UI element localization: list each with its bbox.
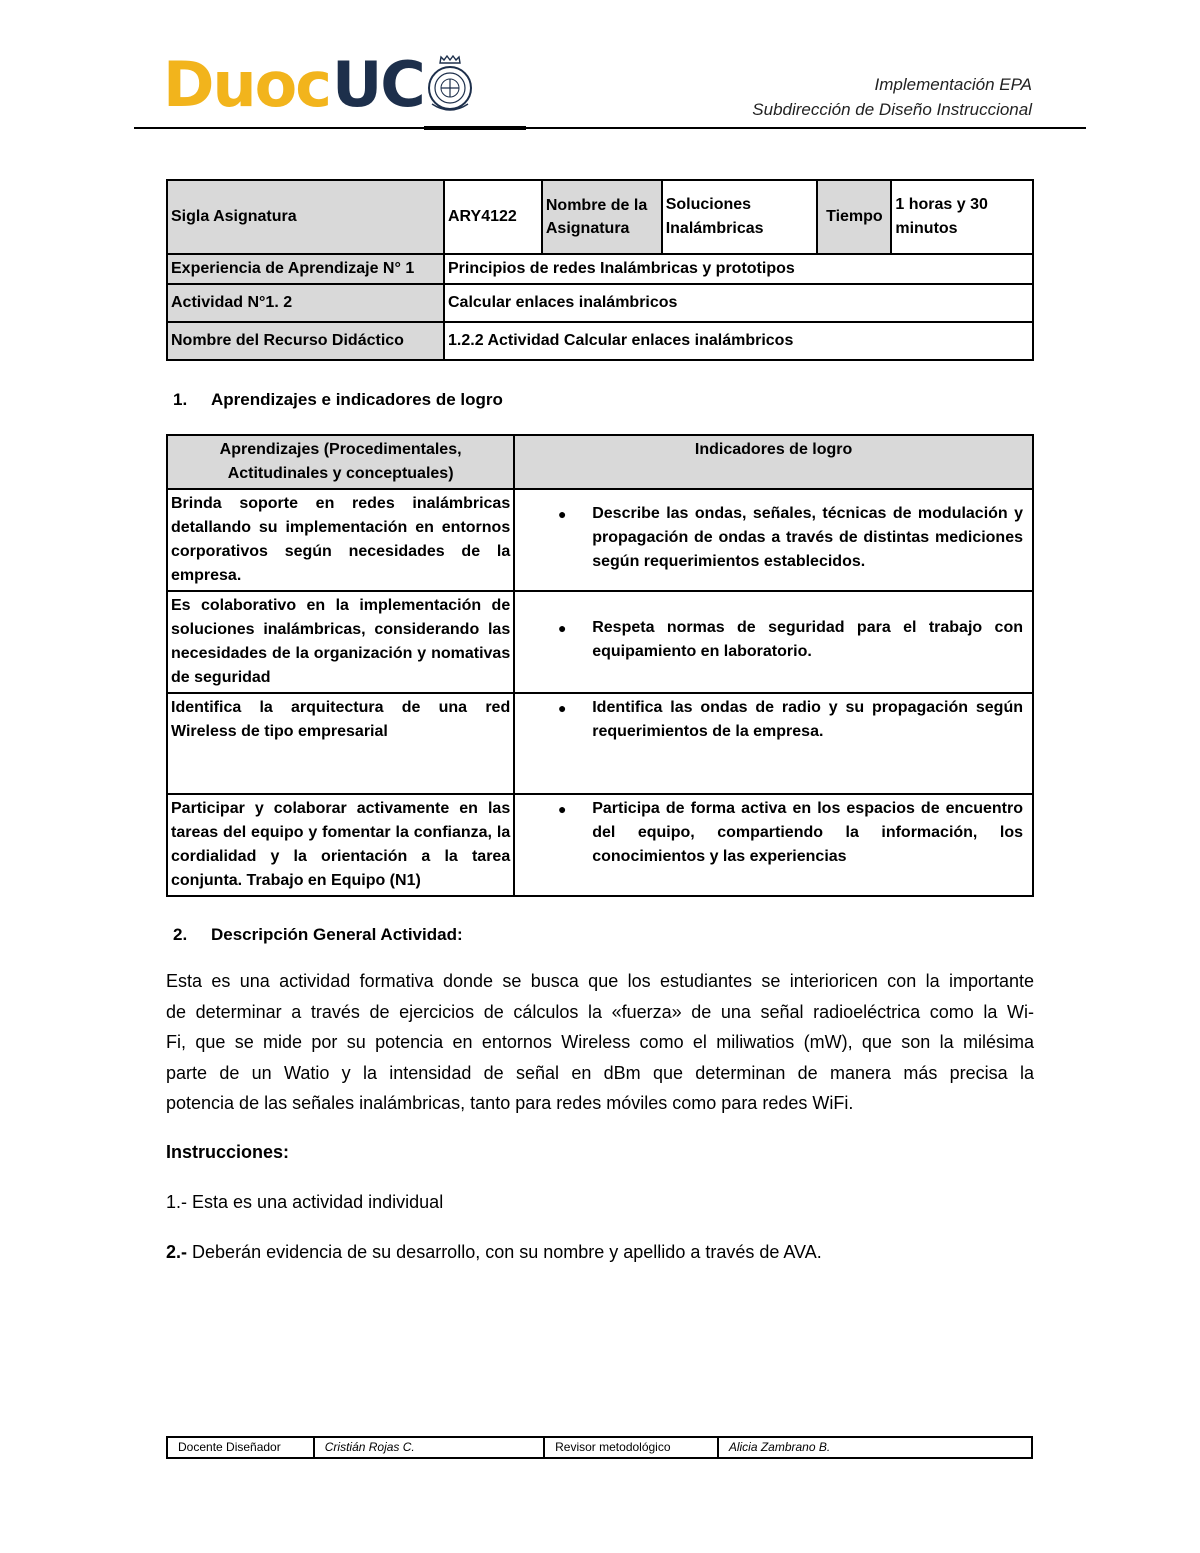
footer-credits-table — [166, 1436, 1033, 1459]
section-1-title: Aprendizajes e indicadores de logro — [211, 390, 503, 409]
duoc-uc-logo — [163, 48, 474, 121]
header-divider — [134, 127, 1086, 129]
recurso-value: 1.2.2 Actividad Calcular enlaces inalámbricos — [444, 322, 1033, 360]
section-1-number: 1. — [173, 390, 188, 409]
table-row — [167, 591, 1033, 693]
paragraph-line: Esta es una actividad formativa donde se busca que los estudiantes se interioricen con la importante — [166, 971, 1034, 991]
recurso-label: Nombre del Recurso Didáctico — [167, 322, 444, 360]
paragraph-line: Fi, que se mide por su potencia en entornos Wireless como el miliwatios (mW), que son la milésima — [166, 1032, 1034, 1052]
university-seal-icon — [426, 54, 474, 116]
paragraph-line: potencia de las señales inalámbricas, tanto para redes móviles como para redes WiFi. — [166, 1093, 854, 1113]
sigla-label: Sigla Asignatura — [167, 180, 444, 254]
indicador-cell: Participa de forma activa en los espacios de encuentro del equipo, compartiendo la información, los conocimientos y las experiencias — [592, 800, 1023, 865]
instructions-title: Instrucciones: — [166, 1142, 290, 1162]
description-paragraph — [166, 966, 1034, 1119]
instruction-text: Deberán evidencia de su desarrollo, con su nombre y apellido a través de AVA. — [192, 1242, 822, 1262]
section-2-title: Descripción General Actividad: — [211, 925, 463, 944]
experiencia-label: Experiencia de Aprendizaje N° 1 — [167, 254, 444, 284]
aprendizaje-cell: Es colaborativo en la implementación de soluciones inalámbricas, considerando las necesidades de la organización y nomativas de seguridad — [167, 591, 514, 693]
actividad-value: Calcular enlaces inalámbricos — [444, 284, 1033, 322]
indicador-cell: Describe las ondas, señales, técnicas de modulación y propagación de ondas a través de distintas mediciones según requerimientos establecidos. — [592, 505, 1023, 570]
instruction-number: 2.- — [166, 1242, 188, 1262]
docente-label: Docente Diseñador — [167, 1437, 314, 1458]
learning-outcomes-table — [166, 434, 1034, 897]
column-header-aprendizajes: Aprendizajes (Procedimentales, Actitudinales y conceptuales) — [167, 435, 514, 489]
section-1-heading — [173, 390, 503, 410]
instruction-item-1 — [166, 1192, 443, 1213]
bullet-icon: ● — [557, 620, 567, 636]
instruction-item-2 — [166, 1242, 822, 1263]
bullet-icon: ● — [557, 801, 567, 817]
column-header-indicadores: Indicadores de logro — [514, 435, 1033, 489]
section-2-number: 2. — [173, 925, 188, 944]
nombre-label: Nombre de la Asignatura — [542, 180, 662, 254]
header-subtitle — [752, 72, 1032, 122]
logo-text-uc: UC — [331, 48, 424, 121]
revisor-value: Alicia Zambrano B. — [718, 1437, 1032, 1458]
paragraph-line: de determinar a través de ejercicios de cálculos la «fuerza» de una señal radioeléctrica como la Wi- — [166, 1001, 1034, 1022]
header-line-2: Subdirección de Diseño Instruccional — [752, 100, 1032, 119]
aprendizaje-cell: Brinda soporte en redes inalámbricas detallando su implementación en entornos corporativos según necesidades de la empresa. — [167, 489, 514, 591]
bullet-icon: ● — [557, 506, 567, 522]
docente-value: Cristián Rojas C. — [314, 1437, 544, 1458]
experiencia-value: Principios de redes Inalámbricas y prototipos — [444, 254, 1033, 284]
logo-text-duoc: Duoc — [163, 48, 330, 121]
instruction-number: 1.- — [166, 1192, 188, 1212]
table-row — [167, 794, 1033, 896]
bullet-icon: ● — [557, 700, 567, 716]
tiempo-value: 1 horas y 30 minutos — [891, 180, 1033, 254]
aprendizaje-cell: Identifica la arquitectura de una red Wireless de tipo empresarial — [167, 693, 514, 794]
section-2-heading — [173, 925, 463, 945]
course-info-table — [166, 179, 1034, 361]
header-line-1: Implementación EPA — [874, 75, 1032, 94]
aprendizaje-cell: Participar y colaborar activamente en las tareas del equipo y fomentar la confianza, la cordialidad y la orientación a la tarea conjunta. Trabajo en Equipo (N1) — [167, 794, 514, 896]
header-divider-accent — [424, 126, 526, 130]
instruction-text: Esta es una actividad individual — [192, 1192, 444, 1212]
table-row — [167, 693, 1033, 794]
tiempo-label: Tiempo — [817, 180, 891, 254]
actividad-label: Actividad N°1. 2 — [167, 284, 444, 322]
paragraph-line: parte de un Watio y la intensidad de señal en dBm que determinan de manera más precisa la — [166, 1062, 1034, 1083]
indicador-cell: Respeta normas de seguridad para el trabajo con equipamiento en laboratorio. — [592, 619, 1023, 660]
sigla-value: ARY4122 — [444, 180, 542, 254]
table-row — [167, 489, 1033, 591]
nombre-value: Soluciones Inalámbricas — [662, 180, 818, 254]
indicador-cell: Identifica las ondas de radio y su propagación según requerimientos de la empresa. — [592, 699, 1023, 740]
revisor-label: Revisor metodológico — [544, 1437, 718, 1458]
